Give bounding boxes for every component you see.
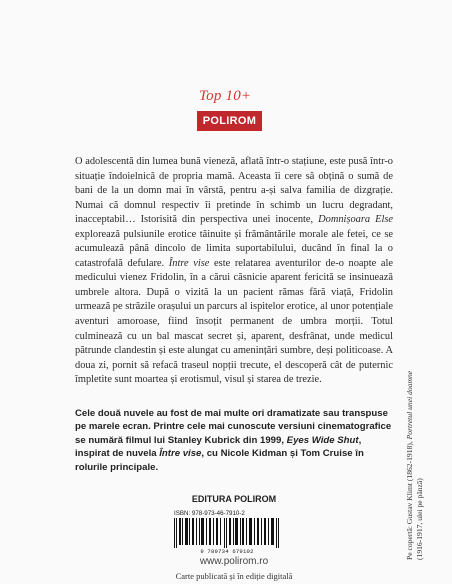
barcode-digits: 9 789734 679102 — [200, 548, 254, 555]
novella-title-intre-vise: Între vise — [168, 257, 210, 269]
credit-painting-title: Portretul unei doamne — [405, 370, 414, 440]
isbn-label: ISBN: 978-973-46-7910-2 — [174, 510, 245, 517]
summary-part-1: Cele două nuvele au fost de mai multe ori dramatizate sau transpuse pe marele ecran. Printre cele mai cunoscute versiuni cinematografice se numără filmul lui Stanley Kubrick din 1999, — [75, 408, 392, 446]
description-part-1: O adolescentă din lumea bună vieneză, aflată într-o stațiune, este pusă într-o situație îndoielnică de propria mamă. Aceasta îi cere să obțină o sumă de bani de la un domn mai în vârstă, pentru a-și salva familia de dizgrație. Numai că domnul respectiv îi pretinde în schimb un lucru degradant, inacceptabil… Istorisită din perspectiva unei inocente, — [75, 156, 393, 226]
description-text — [75, 155, 393, 388]
summary-part-2: , inspirat de nuvela — [75, 434, 362, 460]
description-part-3: este relatarea aventurilor de-o noapte ale medicului vienez Fridolin, în a cărui căsnicie aparent fericită se insinuează umbrele altora. După o vizită la un pacient rămas fără viață, Fridolin urmează pe străzile orașului un parcurs al ispitelor erotice, al unor potențiale aventuri amoroase, fiind însoțit permanent de umbra morții. Totul culminează cu un bal mascat secret și, aparent, desfrânat, unde medicul pătrunde clandestin și este alungat cu amenințări sumbre, deși politicoase. A doua zi, pornit să refacă traseul nopții trecute, el descoperă cât de puternic împletite sunt moartea și erotismul, visul și starea de trezie. — [75, 257, 393, 386]
publisher-logo — [197, 111, 262, 131]
publisher-logo-text: POLIROM — [202, 115, 257, 127]
barcode-icon — [172, 518, 282, 548]
publisher-name: EDITURA POLIROM — [191, 494, 277, 504]
adaptation-summary — [75, 407, 393, 474]
cover-credit — [405, 295, 425, 560]
credit-line-2: (1916-1917, ulei pe pânză) — [415, 478, 424, 560]
novella-title-else: Domnișoara Else — [318, 214, 393, 226]
summary-paragraph — [75, 407, 393, 474]
digital-edition-note: Carte publicată și în ediție digitală — [175, 571, 293, 581]
credit-artist: Pe copertă: Gustav Klimt (1862-1918), — [405, 441, 414, 560]
summary-novella-title: Între vise — [159, 448, 202, 460]
credit-line-1 — [405, 295, 415, 560]
description-paragraph — [75, 155, 393, 388]
summary-part-3: , cu Nicole Kidman și Tom Cruise în rolurile principale. — [75, 448, 364, 473]
film-title: Eyes Wide Shut — [286, 434, 359, 446]
publisher-website-link[interactable]: www.polirom.ro — [199, 556, 269, 567]
series-label: Top 10+ — [199, 88, 252, 104]
description-part-2: explorează pulsiunile erotice tăinuite și frământările morale ale fetei, ce se acumulează până dincolo de limita suportabilului, ducând în final la o catastrofală defulare. — [75, 228, 393, 269]
